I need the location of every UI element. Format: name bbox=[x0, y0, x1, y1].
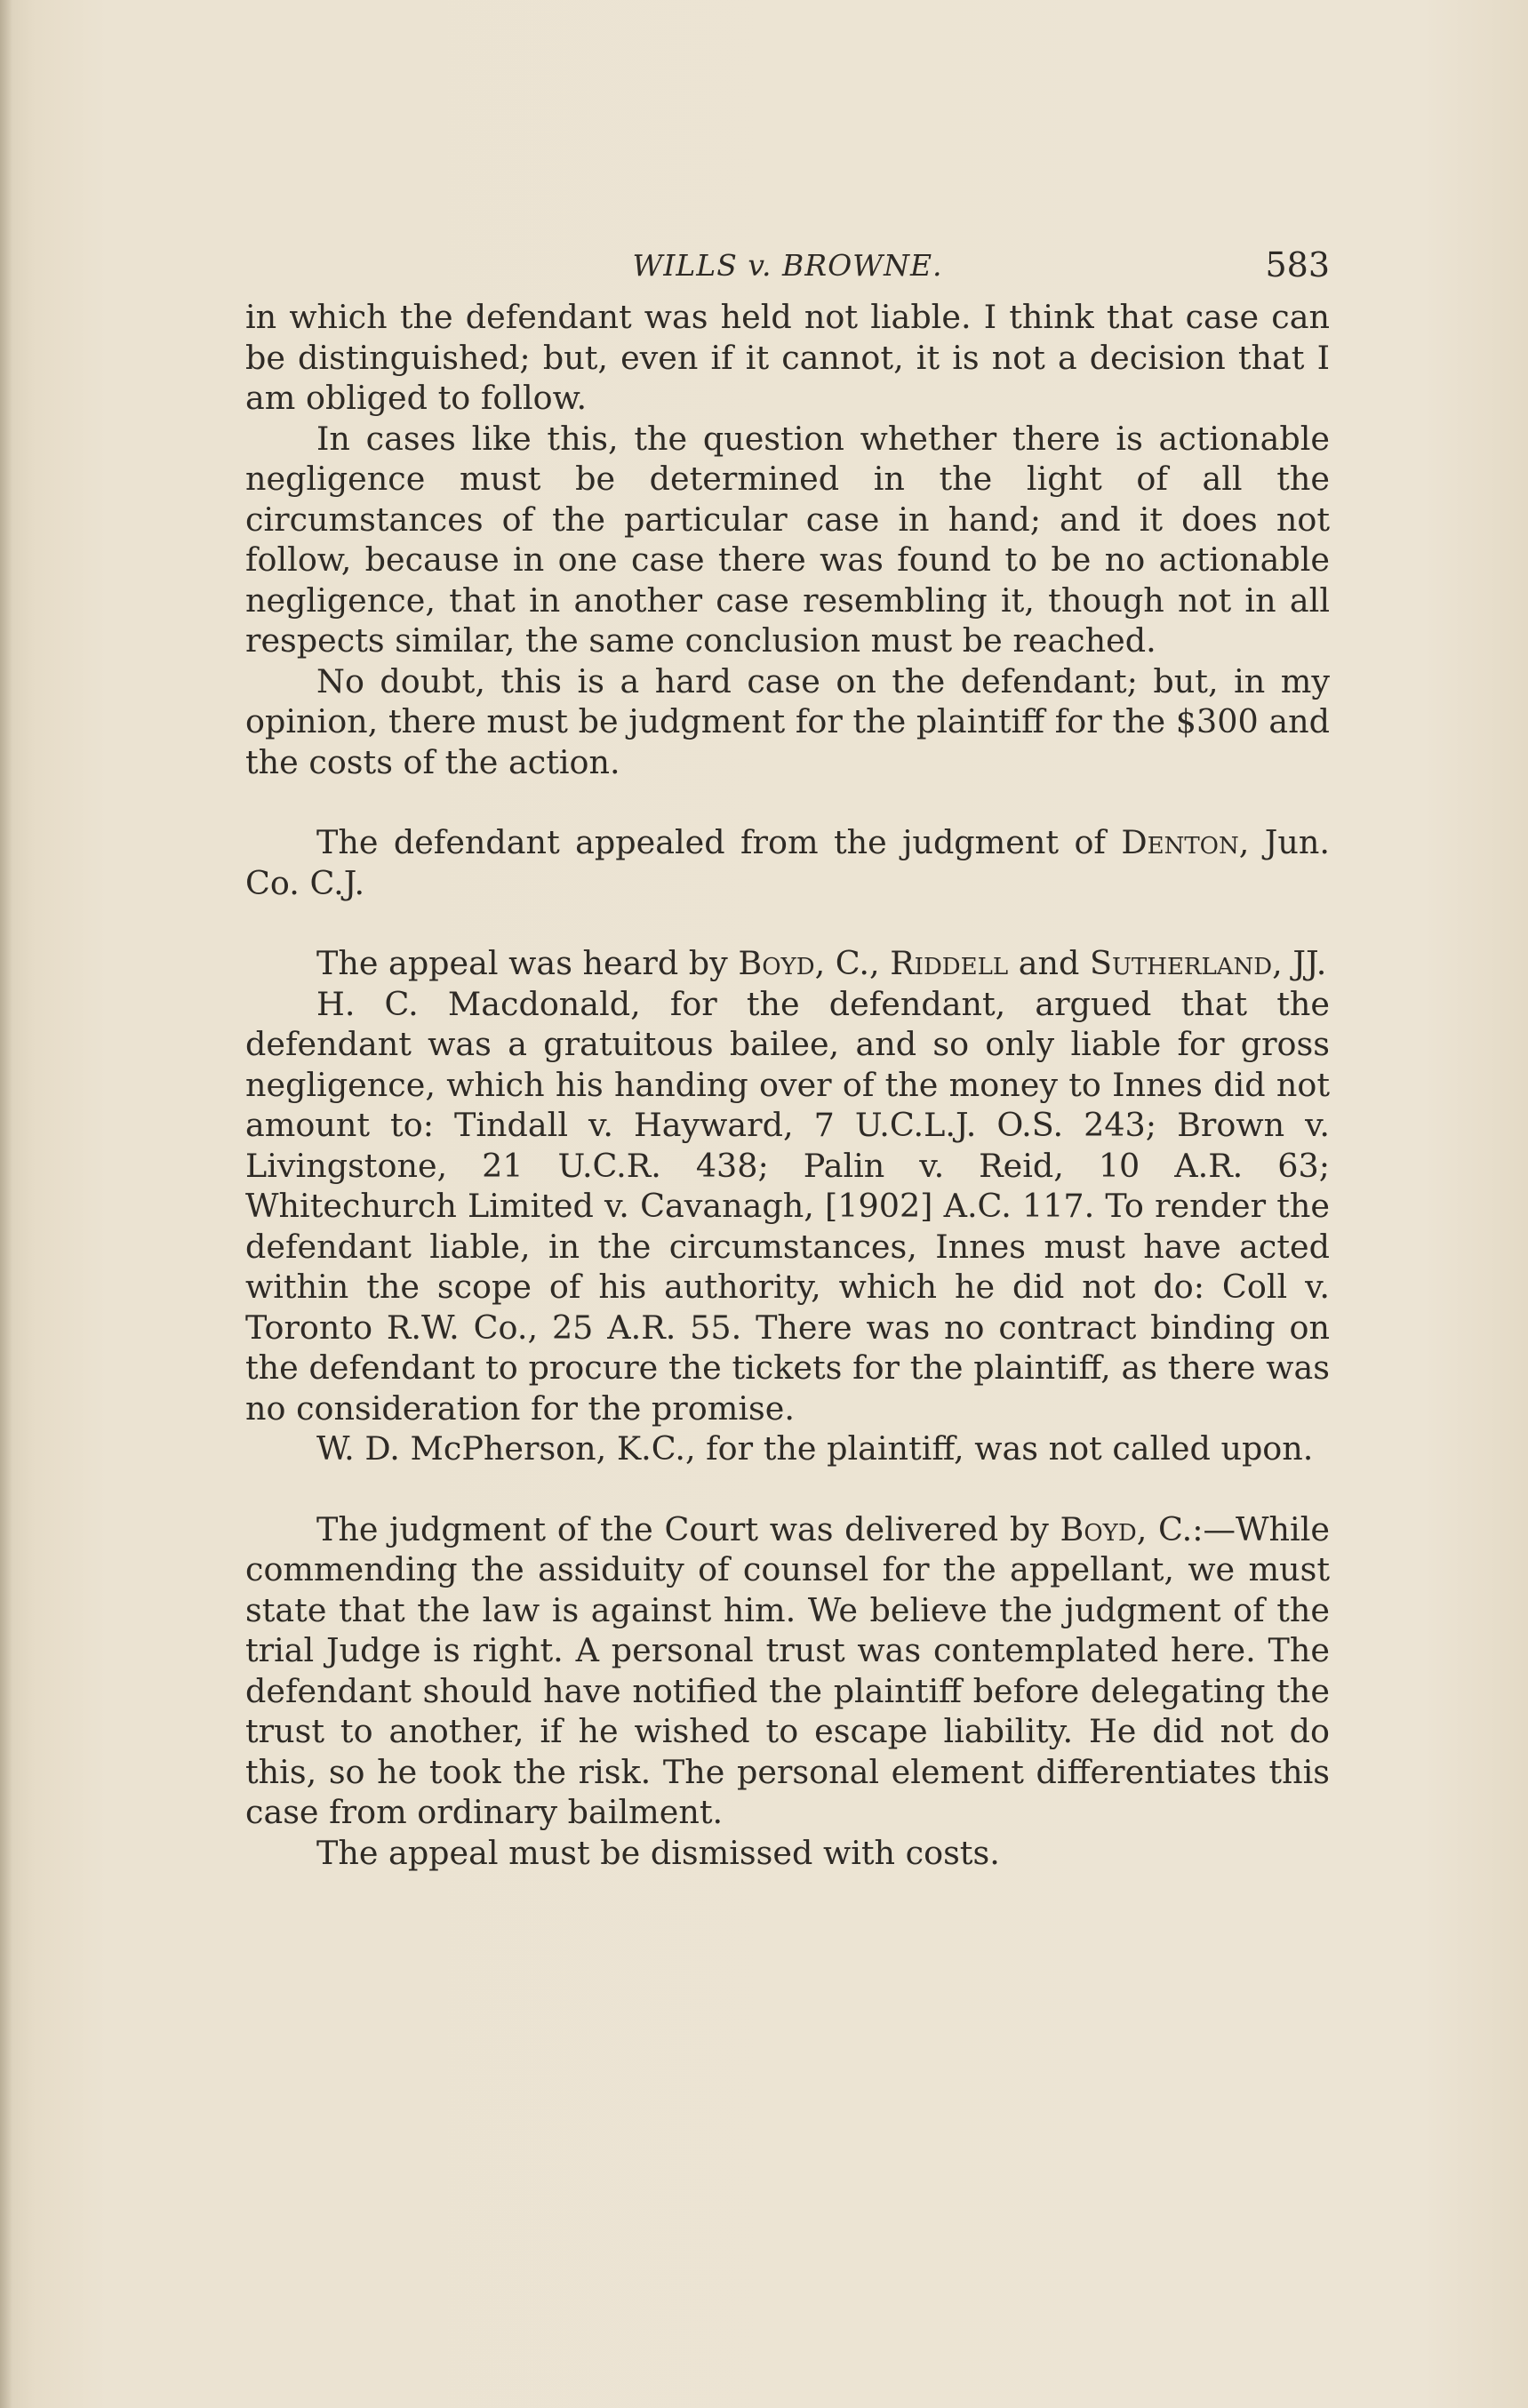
bench-text-and: and bbox=[1008, 944, 1091, 982]
paragraph-court-judgment bbox=[245, 1509, 1330, 1833]
paragraph-disposition: The appeal must be dismissed with costs. bbox=[316, 1833, 1000, 1872]
bench-text-end: , JJ. bbox=[1272, 944, 1327, 982]
judge-name-sutherland: Sutherland bbox=[1090, 944, 1273, 982]
court-judgment-text: The judgment of the Court was delivered by bbox=[316, 1509, 1060, 1548]
running-title: WILLS v. BROWNE. bbox=[632, 248, 943, 283]
section-gap bbox=[245, 903, 1330, 943]
paragraph-judgment-for-plaintiff: No doubt, this is a hard case on the defendant; but, in my opinion, there must be judgment for the plaintiff for the $300 and the costs of the action. bbox=[245, 661, 1330, 781]
appeal-note-text: The defendant appealed from the judgment of bbox=[316, 823, 1122, 861]
paragraph-continuation: in which the defendant was held not liable. I think that case can be distinguished; but, even if it cannot, it is not a decision that I am obliged to follow. bbox=[245, 298, 1330, 417]
bench-text-mid: , C., bbox=[814, 944, 891, 982]
page-number: 583 bbox=[1265, 245, 1330, 284]
paragraph-defendant-argument: H. C. Macdonald, for the defendant, argued that the defendant was a gratuitous bailee, and so only liable for gross negligence, which his handing over of the money to Innes did not amount to: Tindall v. Hayward, 7 U.C.L.J. O.S. 243; Brown v. Livingstone, 21 U.C.R. 438; Palin v. Reid, 10 A.R. 63; Whitechurch Limited v. Cavanagh, [1902] A.C. 117. To render the defendant liable, in the circumstances, Innes must have acted within the scope of his authority, which he did not do: Coll v. Toronto R.W. Co., 25 A.R. 55. There was no contract binding on the defendant to procure the tickets for the plaintiff, as there was no consideration for the promise. bbox=[245, 984, 1330, 1428]
judge-name-boyd: Boyd bbox=[738, 944, 815, 982]
bench-text: The appeal was heard by bbox=[316, 944, 739, 982]
paragraph-actionable-negligence: In cases like this, the question whether there is actionable negligence must be determined in the light of all the circumstances of the particular case in hand; and it does not follow, because in one case there was found to be no actionable negligence, that in another case resembling it, though not in all respects similar, the same conclusion must be reached. bbox=[245, 419, 1330, 660]
court-judgment-text-end: , C.:—While commending the assiduity of counsel for the appellant, we must state that the law is against him. We believe the judgment of the trial Judge is right. A personal trust was contemplated here. The defendant should have notified the plaintiff before delegating the trust to another, if he wished to escape liability. He did not do this, so he took the risk. The personal element differentiates this case from ordinary bailment. bbox=[245, 1509, 1330, 1831]
text-block bbox=[245, 238, 1330, 1873]
appeal-note-text-end: , Jun. Co. C.J. bbox=[245, 823, 1330, 902]
page-header bbox=[245, 238, 1330, 292]
section-gap bbox=[245, 1469, 1330, 1509]
paragraph-appeal-note bbox=[245, 822, 1330, 903]
judge-name-riddell: Riddell bbox=[890, 944, 1009, 982]
section-gap bbox=[245, 782, 1330, 822]
judge-name-denton: Denton bbox=[1121, 823, 1239, 861]
paragraph-plaintiff-counsel: W. D. McPherson, K.C., for the plaintiff, was not called upon. bbox=[316, 1429, 1314, 1468]
page-edge-shadow bbox=[0, 0, 12, 2408]
judge-name-boyd-delivering: Boyd bbox=[1060, 1509, 1137, 1548]
paragraph-bench bbox=[245, 943, 1330, 984]
